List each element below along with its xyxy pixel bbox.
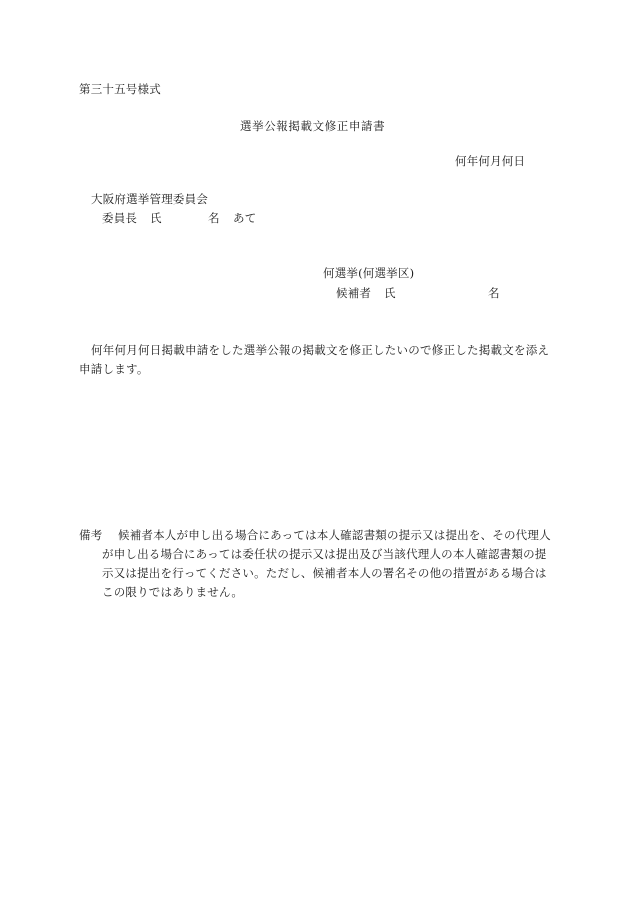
remarks-line: が申し出る場合にあっては委任状の提示又は提出及び当該代理人の本人確認書類の提 [102,547,547,561]
candidate-given-name-marker: 名 [488,286,500,300]
chair-surname-marker: 氏 [150,211,162,225]
remarks-line: この限りではありません。 [102,585,244,599]
form-number: 第三十五号様式 [79,82,161,96]
remarks-line: 示又は提出を行ってください。ただし、候補者本人の署名その他の措置がある場合は [102,566,547,580]
remarks-line: 候補者本人が申し出る場合にあっては本人確認書類の提示又は提出を、その代理人 [118,528,551,542]
election-name: 何選挙(何選挙区) [323,266,415,280]
chair-given-name-marker: 名 [208,211,220,225]
addressed-to-marker: あて [233,211,257,225]
body-line: 申請します。 [79,362,149,376]
candidate-surname-marker: 氏 [384,286,396,300]
document-title: 選挙公報掲載文修正申請書 [240,119,386,133]
body-line: 何年何月何日掲載申請をした選挙公報の掲載文を修正したいので修正した掲載文を添え [91,343,550,357]
addressee-organization: 大阪府選挙管理委員会 [91,192,208,206]
document-date: 何年何月何日 [455,154,526,168]
chair-title: 委員長 [102,211,138,225]
remarks-label: 備考 [79,528,103,542]
candidate-label: 候補者 [336,286,372,300]
